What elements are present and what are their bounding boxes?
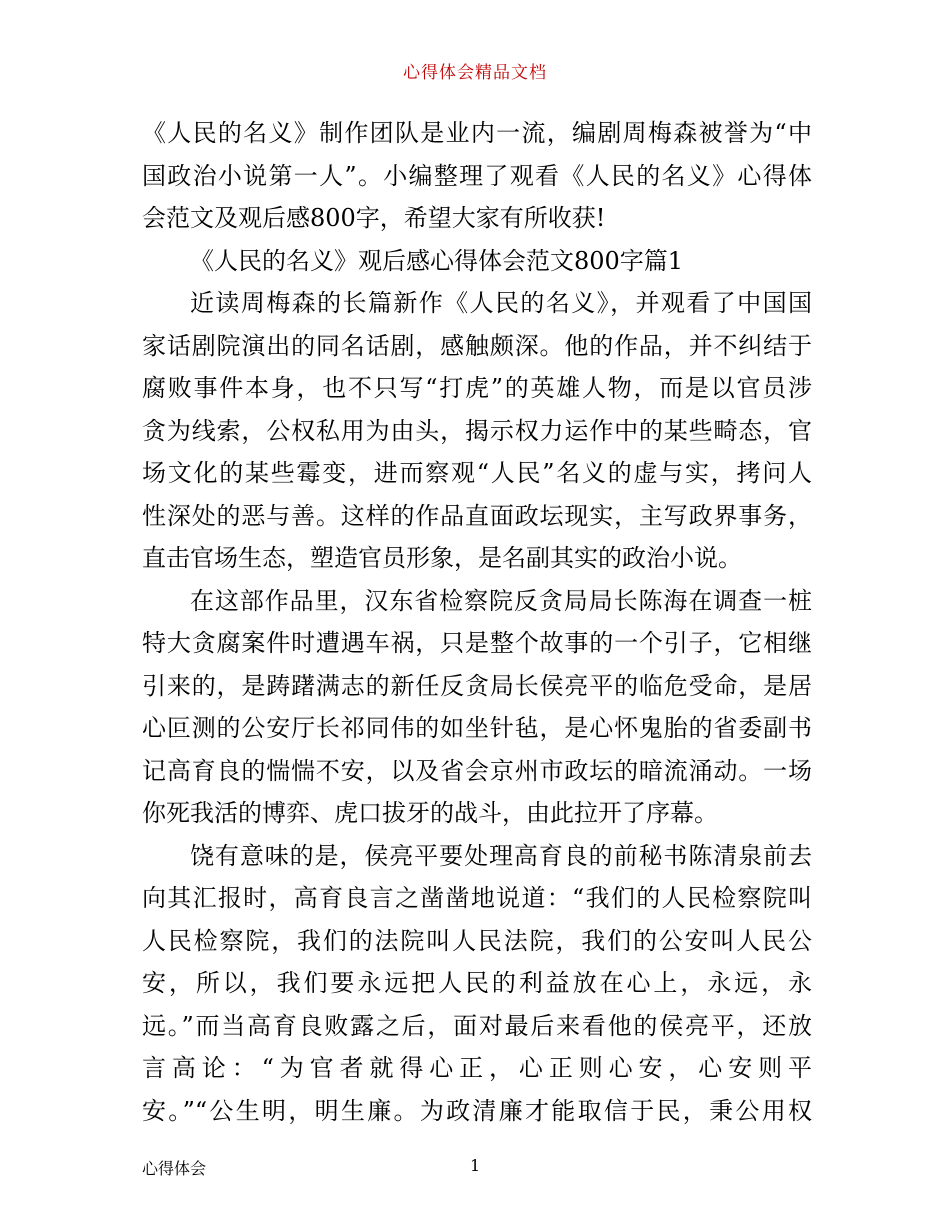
text-line: 心叵测的公安厅长祁同伟的如坐针毡，是心怀鬼胎的省委副书 xyxy=(142,714,812,742)
text-line: 记高育良的惴惴不安，以及省会京州市政坛的暗流涌动。一场 xyxy=(142,756,812,785)
text-line: 《人民的名义》制作团队是业内一流，编剧周梅森被誉为“中 xyxy=(142,119,812,147)
text-line: 国政治小说第一人”。小编整理了观看《人民的名义》心得体 xyxy=(142,161,812,190)
text-line: 贪为线索，公权私用为由头，揭示权力运作中的某些畸态，官 xyxy=(142,416,812,445)
text-line: 安。”“公生明，明生廉。为政清廉才能取信于民，秉公用权 xyxy=(142,1096,812,1125)
page-number: 1 xyxy=(470,1156,481,1175)
text-line: 腐败事件本身，也不只写“打虎”的英雄人物，而是以官员涉 xyxy=(142,374,812,402)
text-line: 人民检察院，我们的法院叫人民法院，我们的公安叫人民公 xyxy=(142,926,812,955)
document-header-title: 心得体会精品文档 xyxy=(403,63,547,83)
text-line: 性深处的恶与善。这样的作品直面政坛现实，主写政界事务， xyxy=(142,501,812,530)
text-line: 安，所以，我们要永远把人民的利益放在心上，永远，永 xyxy=(142,969,812,997)
text-line: 言高论：“为官者就得心正，心正则心安，心安则平 xyxy=(142,1054,812,1082)
section-heading: 《人民的名义》观后感心得体会范文800字篇1 xyxy=(190,246,684,275)
document-body xyxy=(142,112,812,1132)
text-line: 场文化的某些霉变，进而察观“人民”名义的虚与实，拷问人 xyxy=(142,459,812,487)
text-line: 会范文及观后感800字，希望大家有所收获! xyxy=(142,204,606,232)
text-line: 在这部作品里，汉东省检察院反贪局局长陈海在调查一桩 xyxy=(190,586,812,615)
text-line: 直击官场生态，塑造官员形象，是名副其实的政治小说。 xyxy=(142,544,742,572)
text-line: 饶有意味的是，侯亮平要处理高育良的前秘书陈清泉前去 xyxy=(190,841,812,870)
text-line: 你死我活的博弈、虎口拔牙的战斗，由此拉开了序幕。 xyxy=(142,799,718,827)
text-line: 引来的，是踌躇满志的新任反贪局长侯亮平的临危受命，是居 xyxy=(142,671,812,700)
footer-label: 心得体会 xyxy=(142,1159,207,1178)
text-line: 向其汇报时，高育良言之凿凿地说道：“我们的人民检察院叫 xyxy=(142,884,812,912)
text-line: 近读周梅森的长篇新作《人民的名义》，并观看了中国国 xyxy=(190,289,812,317)
text-line: 远。”而当高育良败露之后，面对最后来看他的侯亮平，还放 xyxy=(142,1011,812,1040)
text-line: 特大贪腐案件时遭遇车祸，只是整个故事的一个引子，它相继 xyxy=(142,629,812,657)
text-line: 家话剧院演出的同名话剧，感触颇深。他的作品，并不纠结于 xyxy=(142,331,812,360)
